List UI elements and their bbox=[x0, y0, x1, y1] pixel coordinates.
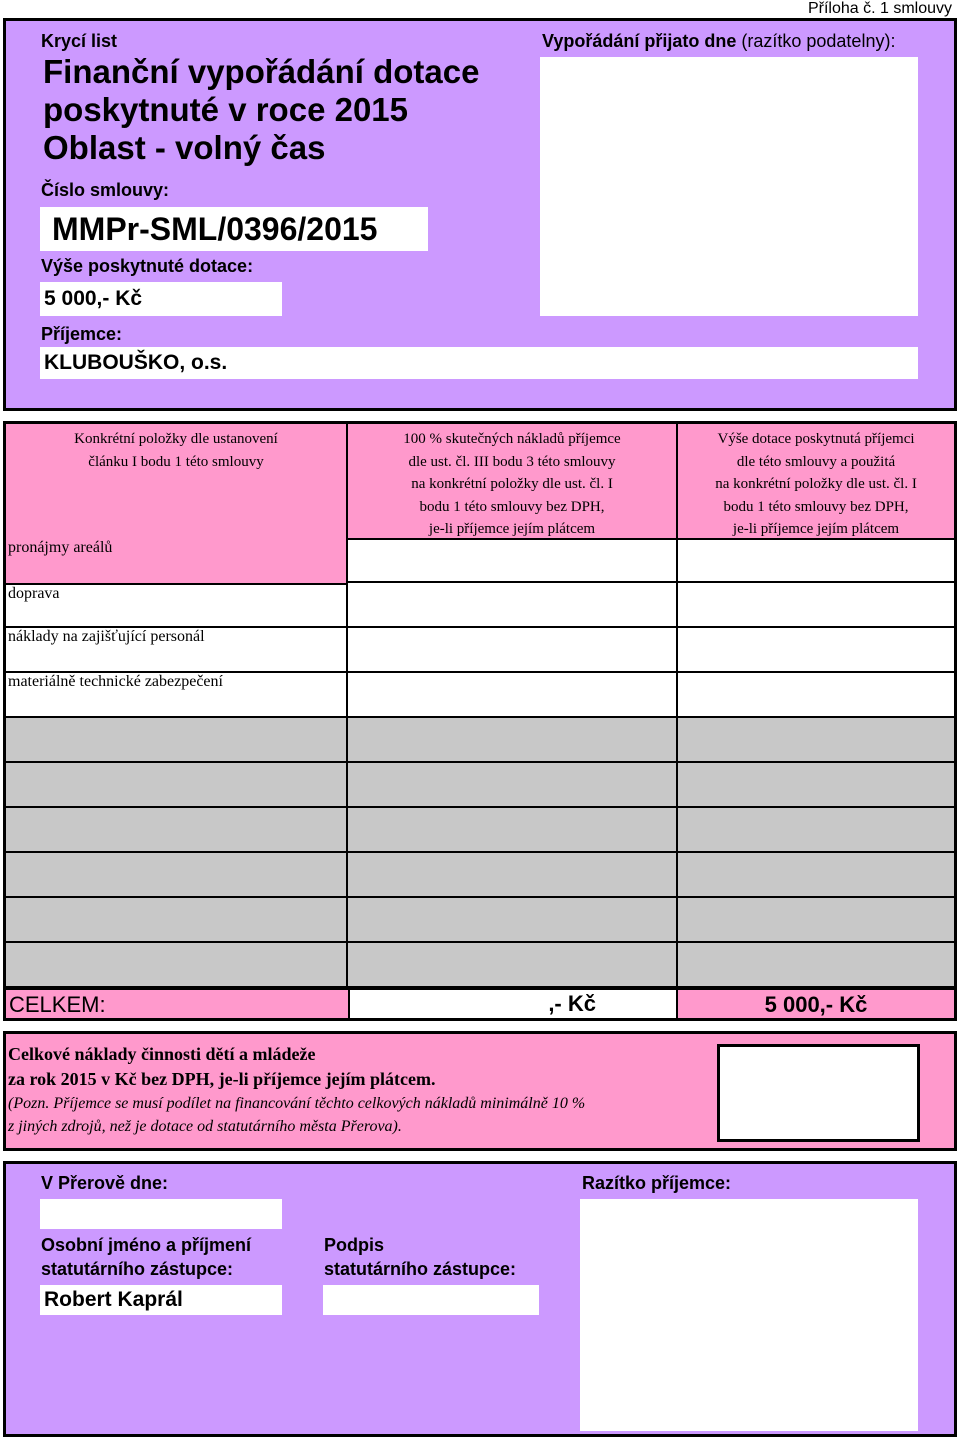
total-row bbox=[6, 988, 954, 1018]
empty-cell bbox=[6, 898, 348, 943]
name-label-line-2: statutárního zástupce: bbox=[41, 1259, 234, 1279]
recipient-label: Příjemce: bbox=[41, 324, 123, 344]
row-subsidy-input[interactable] bbox=[678, 583, 954, 628]
header-subsidy-line-4: bodu 1 této smlouvy bez DPH, bbox=[723, 498, 909, 515]
recipient-stamp-box[interactable] bbox=[580, 1199, 918, 1431]
cover-panel bbox=[3, 18, 957, 411]
cover-title-line-3: Oblast - volný čas bbox=[43, 129, 326, 166]
total-subsidy-value: 5 000,- Kč bbox=[764, 992, 868, 1017]
amount-label: Výše poskytnuté dotace: bbox=[41, 256, 254, 276]
sign-label-line-2: statutárního zástupce: bbox=[324, 1259, 517, 1279]
row-item bbox=[6, 538, 348, 583]
children-costs-note-2: z jiných zdrojů, než je dotace od statutárního města Přerova). bbox=[8, 1118, 402, 1135]
empty-cell bbox=[6, 763, 348, 808]
contract-field[interactable] bbox=[40, 207, 428, 251]
total-costs-field[interactable] bbox=[348, 990, 678, 1018]
header-subsidy-line-3: na konkrétní položky dle ust. čl. I bbox=[715, 476, 917, 492]
header-subsidy-line-5: je-li příjemce jejím plátcem bbox=[732, 521, 900, 537]
amount-value: 5 000,- Kč bbox=[44, 287, 143, 310]
empty-cell bbox=[6, 718, 348, 763]
recipient-value: KLUBOUŠKO, o.s. bbox=[44, 351, 228, 374]
accepted-label bbox=[542, 31, 895, 52]
empty-cell bbox=[348, 898, 678, 943]
empty-cell bbox=[348, 943, 678, 988]
row-costs-input[interactable] bbox=[348, 583, 678, 628]
header-subsidy-line-2: dle této smlouvy a použitá bbox=[736, 453, 896, 470]
stamp-label: Razítko příjemce: bbox=[582, 1173, 732, 1193]
empty-cell bbox=[348, 763, 678, 808]
registry-stamp-box[interactable] bbox=[540, 57, 918, 316]
table-row bbox=[6, 583, 954, 628]
row-costs-input[interactable] bbox=[348, 628, 678, 673]
signature-panel bbox=[3, 1161, 957, 1437]
children-costs-line-2: za rok 2015 v Kč bez DPH, je-li příjemce jejím plátcem. bbox=[8, 1069, 436, 1089]
accepted-label-bold: Vypořádání přijato dne bbox=[542, 31, 737, 51]
total-costs-value: ,- Kč bbox=[548, 991, 596, 1016]
empty-cell bbox=[348, 853, 678, 898]
empty-cell bbox=[678, 718, 954, 763]
empty-cell bbox=[6, 943, 348, 988]
row-costs-input[interactable] bbox=[348, 673, 678, 718]
cover-title-line-2: poskytnuté v roce 2015 bbox=[43, 91, 408, 128]
header-items-line-1: Konkrétní položky dle ustanovení bbox=[74, 431, 278, 447]
items-table bbox=[3, 421, 957, 1021]
recipient-field[interactable] bbox=[40, 347, 918, 379]
empty-cell bbox=[6, 808, 348, 853]
table-row bbox=[6, 628, 954, 673]
row-item bbox=[6, 628, 348, 673]
name-field[interactable] bbox=[40, 1285, 282, 1315]
row-subsidy-input[interactable] bbox=[678, 538, 954, 583]
empty-cell bbox=[678, 808, 954, 853]
row-item-label: náklady na zajišťující personál bbox=[8, 628, 205, 645]
total-label: CELKEM: bbox=[9, 992, 106, 1017]
table-row bbox=[6, 673, 954, 718]
header-subsidy-line-1: Výše dotace poskytnutá příjemci bbox=[717, 431, 915, 447]
date-label: V Přerově dne: bbox=[41, 1173, 169, 1193]
cover-title-line-1: Finanční vypořádání dotace bbox=[43, 53, 480, 90]
empty-cell bbox=[678, 943, 954, 988]
header-subsidy bbox=[678, 424, 954, 538]
empty-rows bbox=[6, 718, 954, 988]
empty-cell bbox=[348, 808, 678, 853]
table-row bbox=[6, 538, 954, 583]
children-costs-field[interactable] bbox=[717, 1044, 920, 1142]
annex-label: Příloha č. 1 smlouvy bbox=[807, 0, 952, 17]
row-subsidy-input[interactable] bbox=[678, 628, 954, 673]
table-header bbox=[6, 424, 954, 538]
children-costs-note-1: (Pozn. Příjemce se musí podílet na financování těchto celkových nákladů minimálně 10 % bbox=[8, 1095, 586, 1112]
contract-value: MMPr-SML/0396/2015 bbox=[52, 211, 378, 247]
contract-label: Číslo smlouvy: bbox=[41, 180, 170, 200]
children-costs-panel bbox=[3, 1031, 957, 1151]
empty-cell bbox=[678, 898, 954, 943]
row-item-label: materiálně technické zabezpečení bbox=[8, 673, 223, 690]
empty-cell bbox=[348, 718, 678, 763]
header-items-line-2: článku I bodu 1 této smlouvy bbox=[88, 453, 264, 470]
row-item bbox=[6, 673, 348, 718]
header-costs-line-3: na konkrétní položky dle ust. čl. I bbox=[411, 476, 613, 492]
header-costs bbox=[348, 424, 678, 538]
accepted-label-rest: (razítko podatelny): bbox=[736, 31, 896, 51]
header-costs-line-1: 100 % skutečných nákladů příjemce bbox=[403, 431, 621, 447]
header-items bbox=[6, 424, 348, 538]
name-value: Robert Kaprál bbox=[44, 1288, 183, 1311]
cover-small-title: Krycí list bbox=[41, 31, 118, 51]
header-costs-line-2: dle ust. čl. III bodu 3 této smlouvy bbox=[408, 453, 616, 470]
empty-cell bbox=[678, 763, 954, 808]
header-costs-line-4: bodu 1 této smlouvy bez DPH, bbox=[419, 498, 605, 515]
row-costs-input[interactable] bbox=[346, 538, 678, 583]
row-item-label: doprava bbox=[8, 585, 60, 602]
row-subsidy-input[interactable] bbox=[678, 673, 954, 718]
empty-cell bbox=[678, 853, 954, 898]
row-item bbox=[6, 583, 348, 628]
name-label-line-1: Osobní jméno a příjmení bbox=[41, 1235, 252, 1255]
children-costs-line-1: Celkové náklady činnosti dětí a mládeže bbox=[8, 1044, 316, 1064]
signature-field[interactable] bbox=[323, 1285, 539, 1315]
row-item-label: pronájmy areálů bbox=[8, 539, 113, 556]
amount-field[interactable] bbox=[40, 282, 282, 316]
header-costs-line-5: je-li příjemce jejím plátcem bbox=[428, 521, 596, 537]
sign-label-line-1: Podpis bbox=[324, 1235, 385, 1255]
empty-cell bbox=[6, 853, 348, 898]
date-field[interactable] bbox=[40, 1199, 282, 1229]
